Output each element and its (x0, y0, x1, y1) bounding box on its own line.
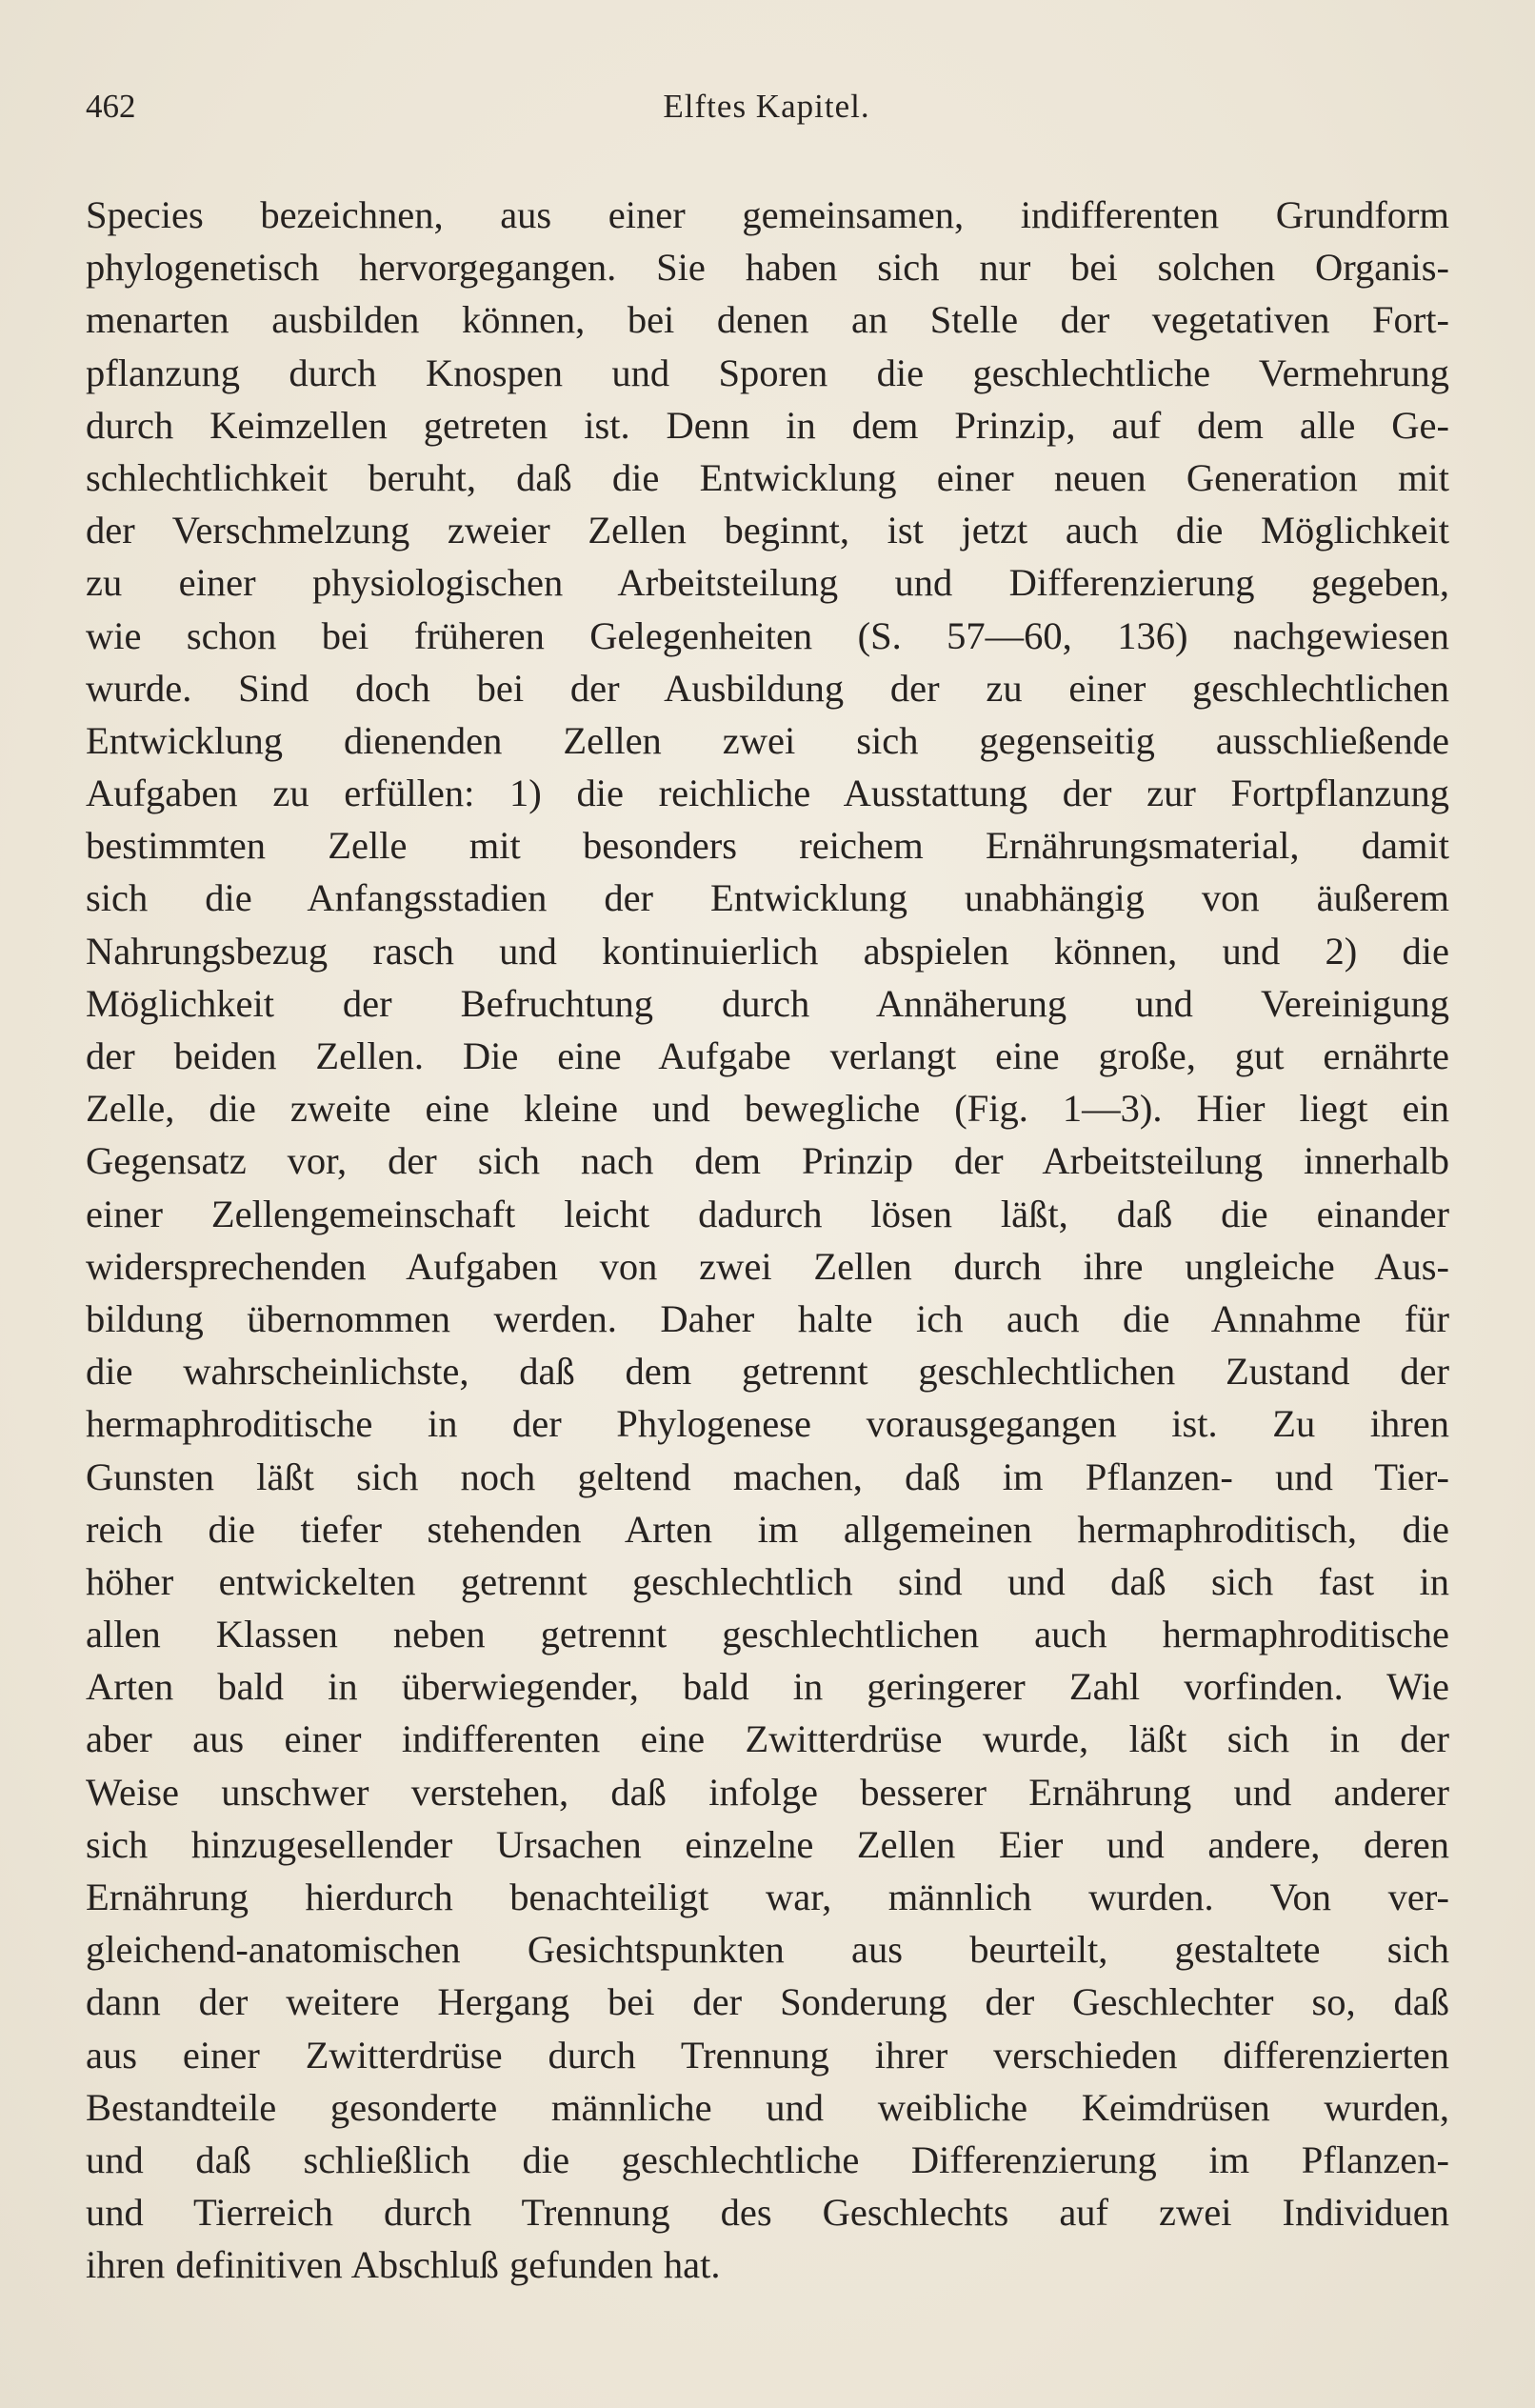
body-paragraph (86, 189, 1449, 2292)
text-line: menarten ausbilden können, bei denen an Stelle der vegetativen Fort- (86, 298, 1449, 342)
text-line: der Verschmelzung zweier Zellen beginnt, ist jetzt auch die Möglichkeit (86, 509, 1449, 552)
text-line: bildung übernommen werden. Daher halte ich auch die Annahme für (86, 1296, 1449, 1340)
text-line: sich die Anfangsstadien der Entwicklung unabhängig von äußerem (86, 876, 1449, 920)
text-line: Weise unschwer verstehen, daß infolge besserer Ernährung und anderer (86, 1770, 1449, 1814)
text-line: allen Klassen neben getrennt geschlechtlichen auch hermaphroditische (86, 1613, 1449, 1656)
text-line: gleichend-anatomischen Gesichtspunkten aus beurteilt, gestaltete sich (86, 1928, 1449, 1972)
text-line: widersprechenden Aufgaben von zwei Zellen durch ihre ungleiche Aus- (86, 1244, 1449, 1288)
text-line: Arten bald in überwiegender, bald in geringerer Zahl vorfinden. Wie (86, 1665, 1449, 1709)
text-line: bestimmten Zelle mit besonders reichem Ernährungsmaterial, damit (86, 824, 1449, 868)
text-line: sich hinzugesellender Ursachen einzelne Zellen Eier und andere, deren (86, 1822, 1449, 1866)
text-line: die wahrscheinlichste, daß dem getrennt geschlechtlichen Zustand der (86, 1350, 1449, 1394)
text-line: Zelle, die zweite eine kleine und bewegliche (Fig. 1—3). Hier liegt ein (86, 1087, 1449, 1131)
text-line: wurde. Sind doch bei der Ausbildung der zu einer geschlechtlichen (86, 666, 1449, 710)
chapter-title: Elftes Kapitel. (663, 88, 870, 125)
text-line: aber aus einer indifferenten eine Zwitterdrüse wurde, läßt sich in der (86, 1717, 1449, 1761)
text-line: Ernährung hierdurch benachteiligt war, männlich wurden. Von ver- (86, 1876, 1449, 1918)
text-line: Nahrungsbezug rasch und kontinuierlich abspielen können, und 2) die (86, 929, 1449, 973)
text-line: Gegensatz vor, der sich nach dem Prinzip der Arbeitsteilung innerhalb (86, 1139, 1449, 1183)
text-line: und daß schließlich die geschlechtliche Differenzierung im Pflanzen- (86, 2137, 1449, 2181)
text-line: ihren definitiven Abschluß gefunden hat. (86, 2243, 721, 2287)
text-line: Species bezeichnen, aus einer gemeinsamen, indifferenten Grundform (86, 193, 1449, 236)
text-line: durch Keimzellen getreten ist. Denn in dem Prinzip, auf dem alle Ge- (86, 403, 1449, 447)
text-line: der beiden Zellen. Die eine Aufgabe verlangt eine große, gut ernährte (86, 1034, 1449, 1077)
text-line: Möglichkeit der Befruchtung durch Annäherung und Vereinigung (86, 981, 1449, 1025)
text-line: wie schon bei früheren Gelegenheiten (S. 57—60, 136) nachgewiesen (86, 613, 1449, 657)
text-line: und Tierreich durch Trennung des Geschlechts auf zwei Individuen (86, 2191, 1449, 2235)
text-line: höher entwickelten getrennt geschlechtlich sind und daß sich fast in (86, 1559, 1449, 1603)
text-line: Bestandteile gesonderte männliche und weibliche Keimdrüsen wurden, (86, 2085, 1449, 2129)
text-line: dann der weitere Hergang bei der Sonderung der Geschlechter so, daß (86, 1980, 1449, 2024)
page-number: 462 (86, 88, 136, 125)
text-line: schlechtlichkeit beruht, daß die Entwicklung einer neuen Generation mit (86, 455, 1449, 499)
text-line: pflanzung durch Knospen und Sporen die geschlechtliche Vermehrung (86, 351, 1449, 394)
text-line: hermaphroditische in der Phylogenese vorausgegangen ist. Zu ihren (86, 1402, 1449, 1446)
running-head (86, 88, 1447, 135)
text-line: phylogenetisch hervorgegangen. Sie haben sich nur bei solchen Organis- (86, 246, 1449, 290)
text-line: Entwicklung dienenden Zellen zwei sich gegenseitig ausschließende (86, 718, 1449, 762)
text-line: Aufgaben zu erfüllen: 1) die reichliche Ausstattung der zur Fortpflanzung (86, 772, 1449, 815)
text-line: reich die tiefer stehenden Arten im allgemeinen hermaphroditisch, die (86, 1507, 1449, 1551)
text-line: aus einer Zwitterdrüse durch Trennung ihrer verschieden differenzierten (86, 2033, 1449, 2077)
text-line: Gunsten läßt sich noch geltend machen, daß im Pflanzen- und Tier- (86, 1455, 1449, 1498)
text-line: zu einer physiologischen Arbeitsteilung und Differenzierung gegeben, (86, 561, 1449, 605)
text-line: einer Zellengemeinschaft leicht dadurch lösen läßt, daß die einander (86, 1192, 1449, 1235)
